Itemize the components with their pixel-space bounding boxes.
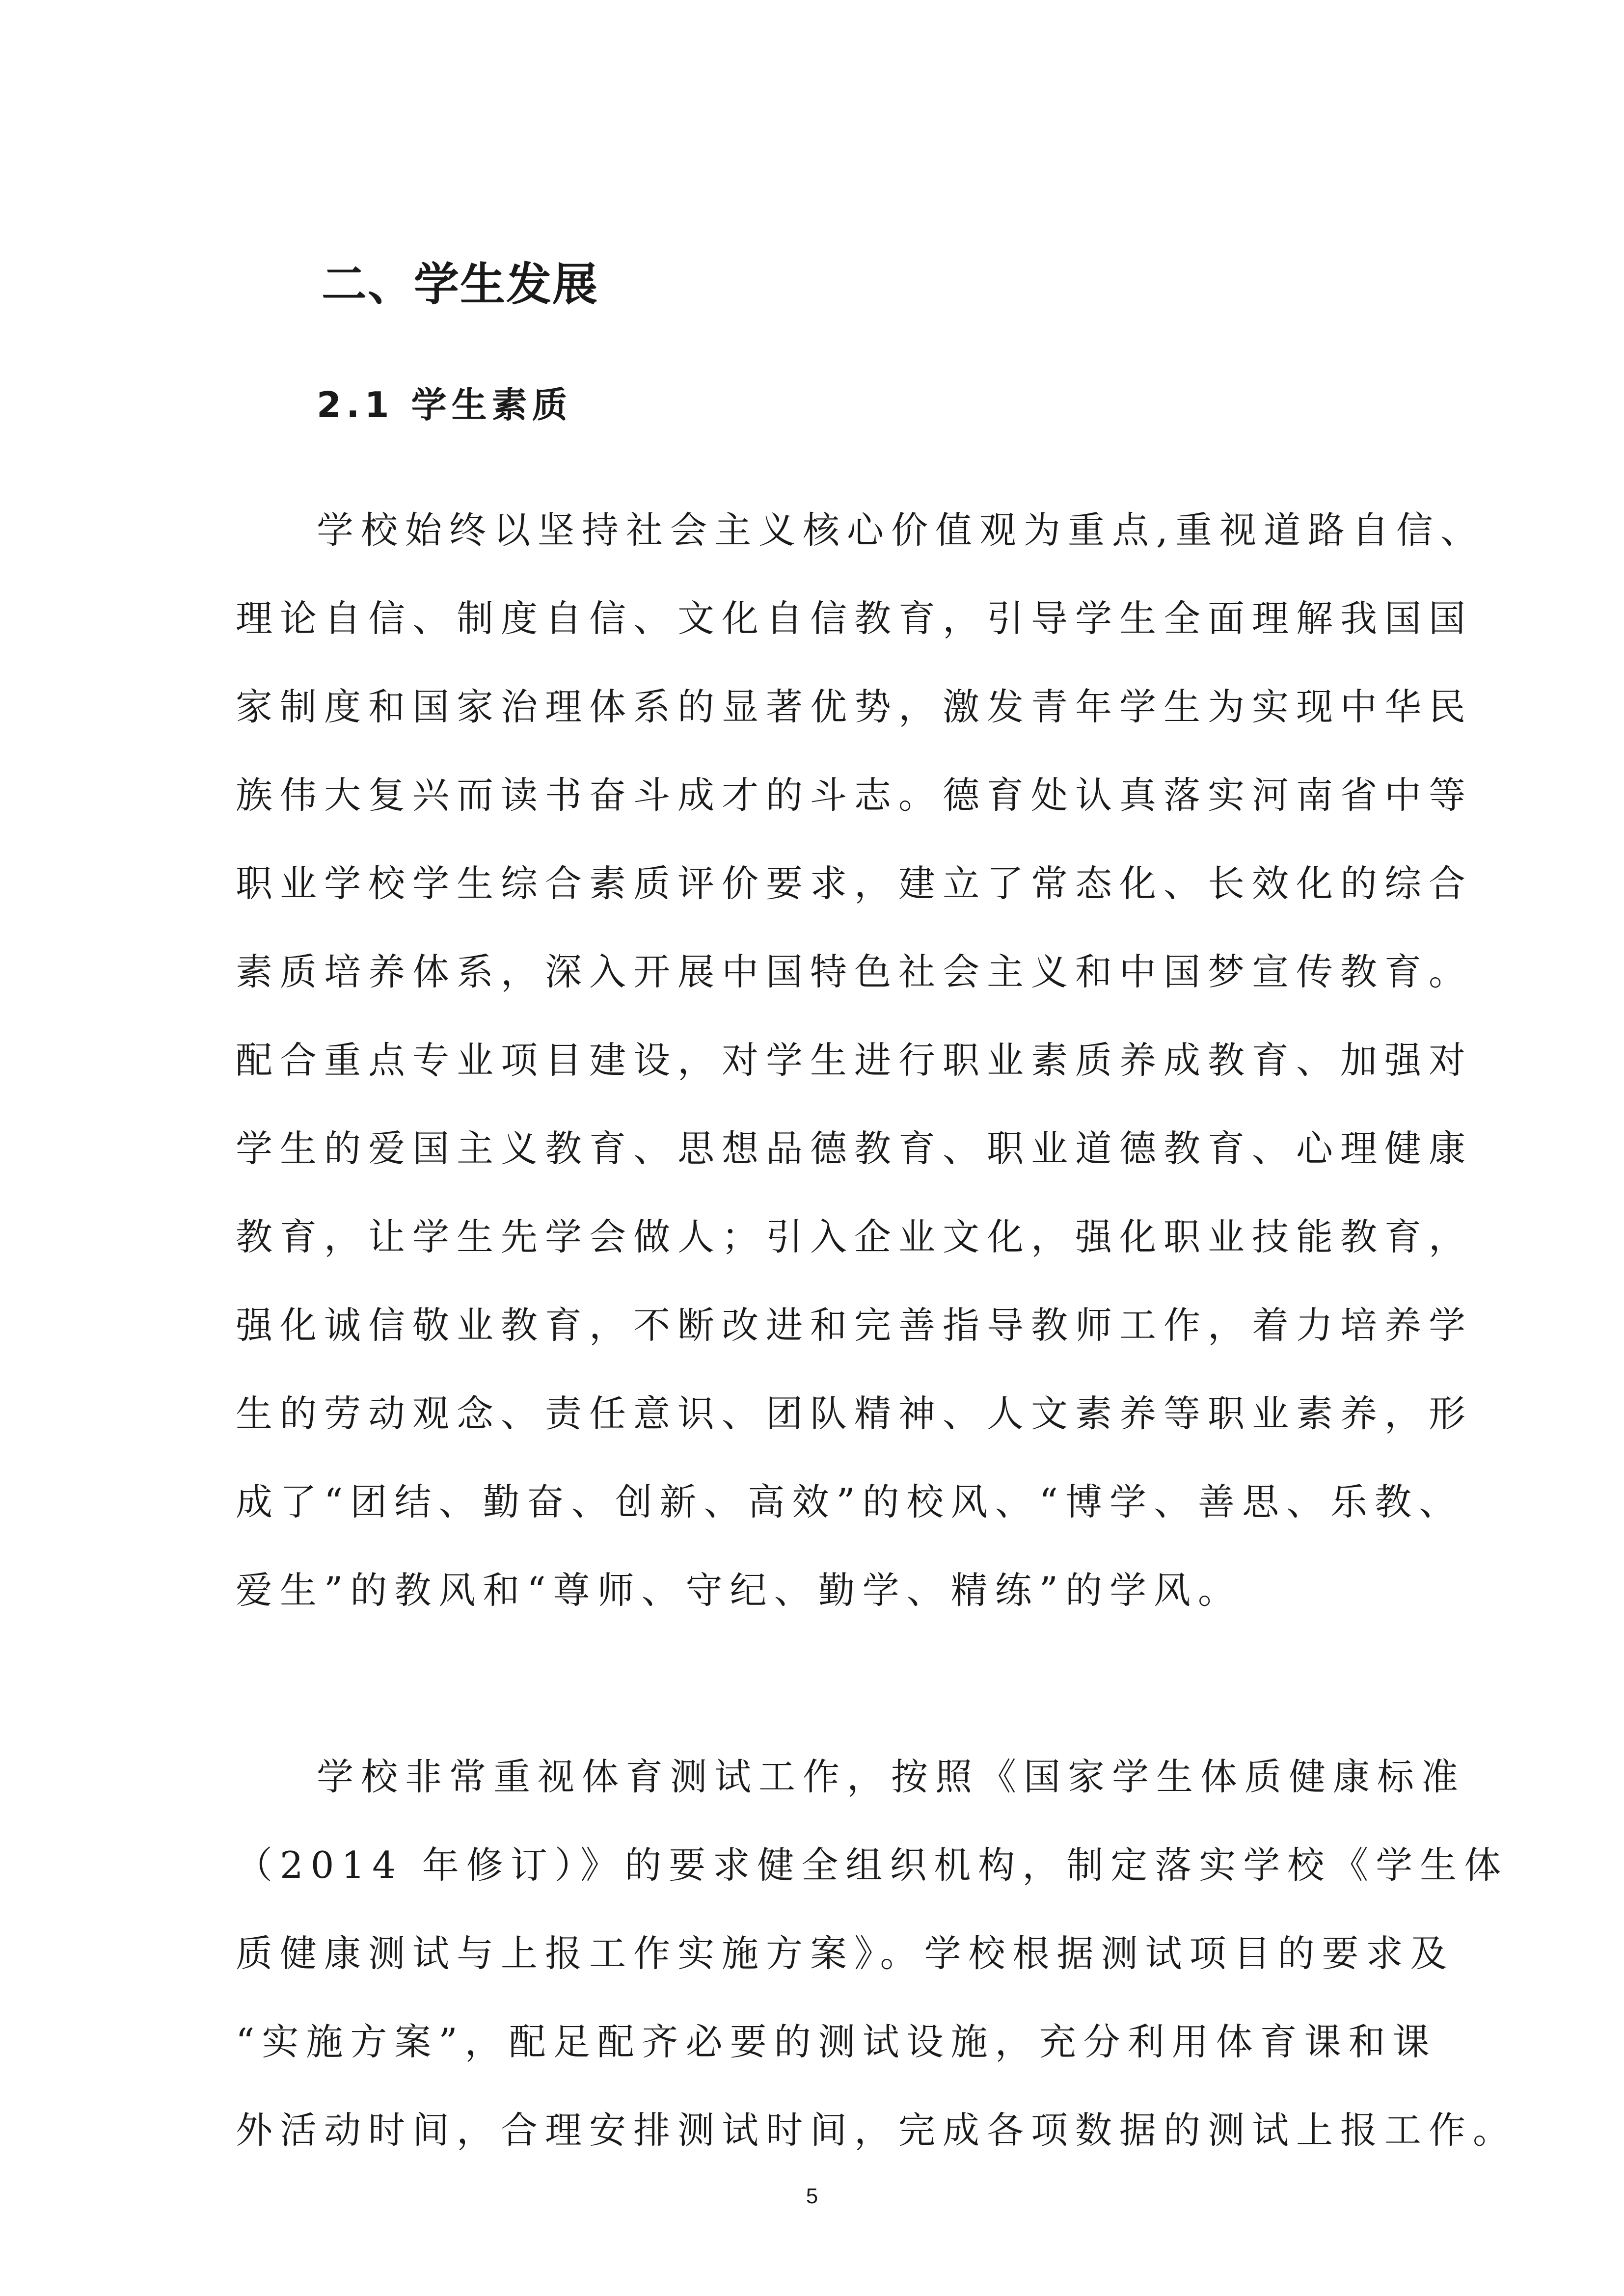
paragraph-student-quality <box>236 486 1485 1634</box>
paragraph-line: 质健康测试与上报工作实施方案》。学校根据测试项目的要求及 <box>236 1932 1455 1975</box>
paragraph-line: “实施方案”，配足配齐必要的测试设施，充分利用体育课和课 <box>236 2020 1437 2063</box>
paragraph-physical-test <box>236 1733 1517 2174</box>
paragraph-line: 生的劳动观念、责任意识、团队精神、人文素养等职业素养，形 <box>236 1392 1473 1435</box>
paragraph-line: （2014 年修订）》的要求健全组织机构，制定落实学校《学生体 <box>236 1843 1509 1887</box>
paragraph-line: 素质培养体系，深入开展中国特色社会主义和中国梦宣传教育。 <box>236 950 1473 993</box>
paragraph-line: 族伟大复兴而读书奋斗成才的斗志。德育处认真落实河南省中等 <box>236 774 1473 817</box>
paragraph-line: 学生的爱国主义教育、思想品德教育、职业道德教育、心理健康 <box>236 1127 1473 1170</box>
paragraph-line: 理论自信、制度自信、文化自信教育，引导学生全面理解我国国 <box>236 597 1473 640</box>
paragraph-line: 强化诚信敬业教育，不断改进和完善指导教师工作，着力培养学 <box>236 1304 1473 1347</box>
paragraph-line: 家制度和国家治理体系的显著优势，激发青年学生为实现中华民 <box>236 685 1473 728</box>
paragraph-line: 职业学校学生综合素质评价要求，建立了常态化、长效化的综合 <box>236 862 1473 905</box>
page-number: 5 <box>806 2184 818 2208</box>
paragraph-line: 教育，让学生先学会做人；引入企业文化，强化职业技能教育， <box>236 1215 1473 1258</box>
subsection-title: 2.1 学生素质 <box>317 384 572 426</box>
paragraph-line: 爱生”的教风和“尊师、守纪、勤学、精练”的学风。 <box>236 1569 1243 1612</box>
paragraph-line: 配合重点专业项目建设，对学生进行职业素质养成教育、加强对 <box>236 1039 1473 1082</box>
section-title: 二、学生发展 <box>322 258 599 311</box>
paragraph-line: 学校非常重视体育测试工作，按照《国家学生体质健康标准 <box>317 1755 1466 1798</box>
paragraph-line: 学校始终以坚持社会主义核心价值观为重点,重视道路自信、 <box>317 508 1485 552</box>
paragraph-line: 外活动时间，合理安排测试时间，完成各项数据的测试上报工作。 <box>236 2109 1517 2152</box>
paragraph-line: 成了“团结、勤奋、创新、高效”的校风、“博学、善思、乐教、 <box>236 1480 1463 1523</box>
